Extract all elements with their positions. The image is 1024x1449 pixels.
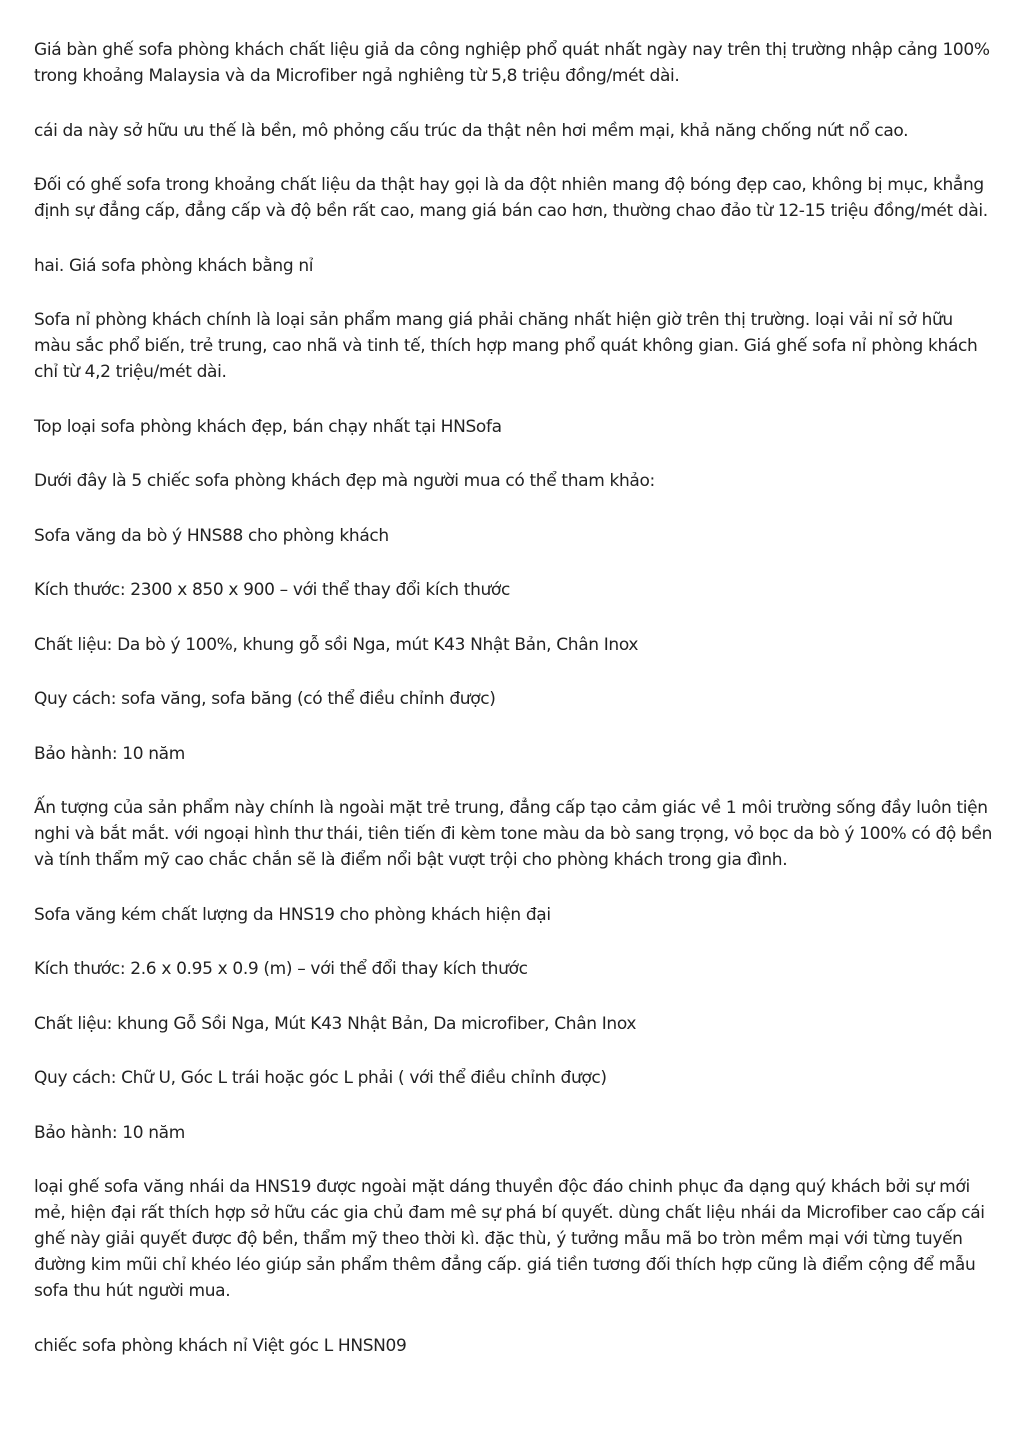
spec-hns88-material: Chất liệu: Da bò ý 100%, khung gỗ sồi Nga, mút K43 Nhật Bản, Chân Inox [34, 634, 639, 655]
paragraph-felt-sofa: Sofa nỉ phòng khách chính là loại sản phẩm mang giá phải chăng nhất hiện giờ trên thị trường. loại vải nỉ sở hữu màu sắc phổ biến, trẻ trung, cao nhã và tinh tế, thích hợp mang phổ quát không gian. Giá ghế sofa nỉ phòng khách chỉ từ 4,2 triệu/mét dài. [34, 310, 978, 382]
paragraph-price-faux-leather: Giá bàn ghế sofa phòng khách chất liệu giả da công nghiệp phổ quát nhất ngày nay trên thị trường nhập cảng 100% trong khoảng Malaysia và da Microfiber ngả nghiêng từ 5,8 triệu đồng/mét dài. [34, 40, 990, 86]
paragraph-faux-leather-advantages: cái da này sở hữu ưu thế là bền, mô phỏng cấu trúc da thật nên hơi mềm mại, khả năng chống nứt nổ cao. [34, 120, 909, 141]
heading-felt-sofa-price: hai. Giá sofa phòng khách bằng nỉ [34, 255, 314, 276]
heading-hnsn09: chiếc sofa phòng khách nỉ Việt góc L HNSN09 [34, 1335, 407, 1356]
spec-hns19-warranty: Bảo hành: 10 năm [34, 1122, 185, 1143]
spec-hns88-warranty: Bảo hành: 10 năm [34, 743, 185, 764]
heading-hns88: Sofa văng da bò ý HNS88 cho phòng khách [34, 525, 389, 546]
spec-hns88-size: Kích thước: 2300 x 850 x 900 – với thể thay đổi kích thước [34, 580, 510, 600]
heading-hns19: Sofa văng kém chất lượng da HNS19 cho phòng khách hiện đại [34, 904, 551, 925]
spec-hns88-style: Quy cách: sofa văng, sofa băng (có thể điều chỉnh được) [34, 689, 496, 709]
paragraph-hns88-description: Ấn tượng của sản phẩm này chính là ngoài mặt trẻ trung, đẳng cấp tạo cảm giác về 1 môi trường sống đầy luôn tiện nghi và bắt mắt. với ngoại hình thư thái, tiên tiến đi kèm tone màu da bò sang trọng, vỏ bọc da bò ý 100% có độ bền và tính thẩm mỹ cao chắc chắn sẽ là điểm nổi bật vượt trội cho phòng khách trong gia đình. [34, 798, 993, 870]
paragraph-hns19-description: loại ghế sofa văng nhái da HNS19 được ngoài mặt dáng thuyền độc đáo chinh phục đa dạng quý khách bởi sự mới mẻ, hiện đại rất thích hợp sở hữu các gia chủ đam mê sự phá bí quyết. dùng chất liệu nhái da Microfiber cao cấp cái ghế này giải quyết được độ bền, thẩm mỹ theo thời kì. đặc thù, ý tưởng mẫu mã bo tròn mềm mại với từng tuyến đường kim mũi chỉ khéo léo giúp sản phẩm thêm đẳng cấp. giá tiền tương đối thích hợp cũng là điểm cộng để mẫu sofa thu hút người mua. [34, 1177, 985, 1301]
paragraph-intro-list: Dưới đây là 5 chiếc sofa phòng khách đẹp mà người mua có thể tham khảo: [34, 471, 655, 491]
spec-hns19-size: Kích thước: 2.6 x 0.95 x 0.9 (m) – với thể đổi thay kích thước [34, 959, 528, 979]
spec-hns19-style: Quy cách: Chữ U, Góc L trái hoặc góc L phải ( với thể điều chỉnh được) [34, 1068, 607, 1088]
spec-hns19-material: Chất liệu: khung Gỗ Sồi Nga, Mút K43 Nhật Bản, Da microfiber, Chân Inox [34, 1013, 637, 1034]
document-page [34, 37, 994, 1387]
paragraph-real-leather: Đối có ghế sofa trong khoảng chất liệu da thật hay gọi là da đột nhiên mang độ bóng đẹp cao, không bị mục, khẳng định sự đẳng cấp, đẳng cấp và độ bền rất cao, mang giá bán cao hơn, thường chao đảo từ 12-15 triệu đồng/mét dài. [34, 175, 988, 221]
heading-top-sofas: Top loại sofa phòng khách đẹp, bán chạy nhất tại HNSofa [34, 416, 502, 437]
